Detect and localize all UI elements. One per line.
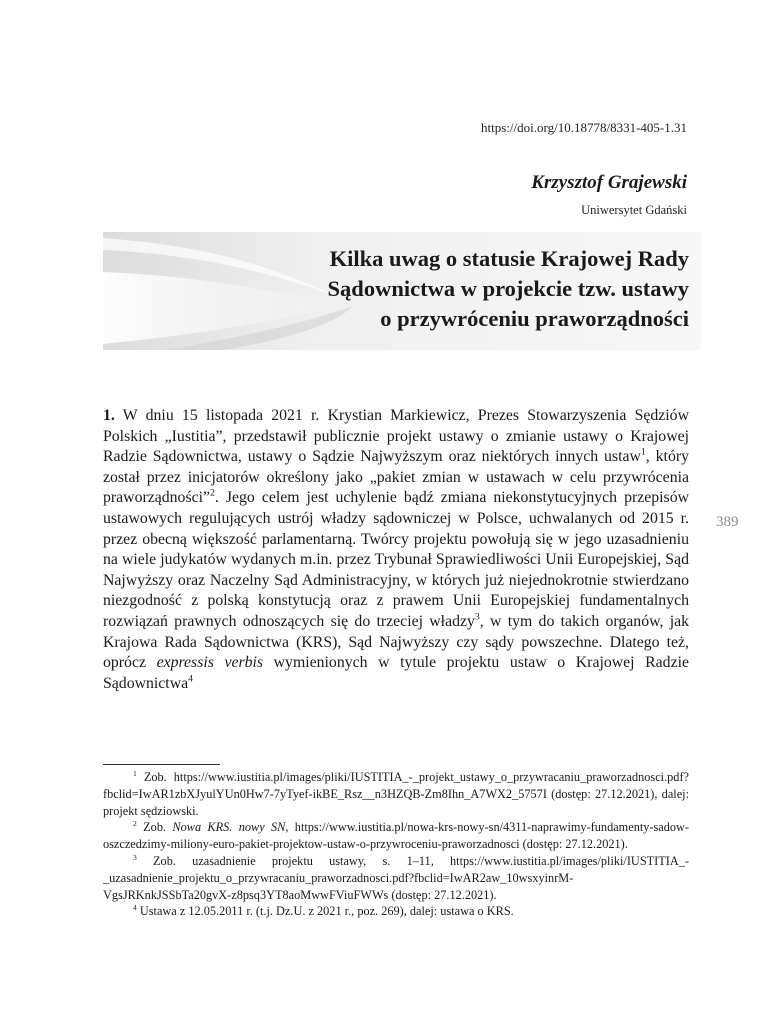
footnote <box>103 769 689 819</box>
body-paragraph <box>103 406 689 694</box>
footnotes <box>103 769 689 920</box>
footnote-italic: Nowa KRS. nowy SN <box>172 820 286 835</box>
section-number: 1. <box>103 407 115 424</box>
footnote-text: , https://www.iustitia.pl/nowa-krs-nowy-sn/4311-naprawimy-fundamenty-sadow-oszczedzimy-miliony-euro-pakiet-projektow-ustaw-o-przywroceniu-praworzadnosci (dostęp: 27.12.2021). <box>103 820 690 852</box>
footnote-ref[interactable]: 4 <box>188 673 193 685</box>
footnote <box>103 819 689 853</box>
footnote-number: 3 <box>133 852 137 862</box>
author-name: Krzysztof Grajewski <box>531 172 687 193</box>
footnote-divider <box>103 764 220 765</box>
body-text-segment: , w tym do takich organów, jak Krajowa Rada Sądownictwa (KRS), Sąd Najwyższy czy sądy powszechne. Dlatego też, oprócz <box>103 612 689 672</box>
body-text-italic: expressis verbis <box>156 654 264 672</box>
title-line: o przywróceniu praworządności <box>380 306 689 331</box>
footnote-number: 1 <box>133 768 137 778</box>
footnote-text: Zob. uzasadnienie projektu ustawy, s. 1–11, https://www.iustitia.pl/images/pliki/IUSTITIA_-_uzasadnienie_projektu_o_przywracaniu_praworzadnosci.pdf?fbclid=IwAR2aw_10wsxyinrM-VgsJRKnkJSSbTa20gvX-z8psq3YT8aoMwwFViuFWWs (dostęp: 27.12.2021). <box>103 853 689 902</box>
doi-link[interactable]: https://doi.org/10.18778/8331-405-1.31 <box>481 120 687 135</box>
footnote-text: Zob. https://www.iustitia.pl/images/pliki/IUSTITIA_-_projekt_ustawy_o_przywracaniu_praworzadnosci.pdf?fbclid=IwAR1zbXJyulYUn0Hw7-7yTyef-ikBE_Rsz__n3HZQB-Zm8Ihn_A7WX2_5757I (dostęp: 27.12.2021), dalej: projekt sędziowski. <box>103 770 689 818</box>
footnote <box>103 853 689 903</box>
body-text-segment: W dniu 15 listopada 2021 r. Krystian Markiewicz, Prezes Stowarzyszenia Sędziów Polskich „Iustitia”, przedstawił publicznie projekt ustawy o zmianie ustawy o Krajowej Radzie Sądownictwa, ustawy o Sądzie Najwyższym oraz niektórych innych ustaw <box>103 407 689 466</box>
footnote-ref[interactable]: 3 <box>474 611 480 623</box>
footnote-ref[interactable]: 1 <box>640 446 646 458</box>
footnote-text: Zob. <box>136 820 173 835</box>
author-affiliation: Uniwersytet Gdański <box>581 203 687 217</box>
article-title <box>219 244 689 334</box>
body-text-segment: wymienionych w tytule projektu ustaw o Krajowej Radzie Sądownictwa <box>103 654 689 692</box>
body-text-segment: . Jego celem jest uchylenie bądź zmiana niekonstytucyjnych przepisów ustawowych regulujących ustrój władzy sądowniczej w Polsce, uchwalanych od 2015 r. przez obecną większość parlamentarną. Twórcy projektu powołują się w jego uzasadnieniu na wiele judykatów wydanych m.in. przez Trybunał Sprawiedliwości Unii Europejskiej, Sąd Najwyższy oraz Naczelny Sąd Administracyjny, w których już niejednokrotnie stwierdzano niezgodność z polską konstytucją oraz z prawem Unii Europejskiej fundamentalnych rozwiązań prawnych odnoszących się do trzeciej władzy <box>103 489 689 630</box>
footnote-number: 4 <box>133 903 137 913</box>
footnote-text: Ustawa z 12.05.2011 r. (t.j. Dz.U. z 2021 r., poz. 269), dalej: ustawa o KRS. <box>136 904 514 919</box>
title-line: Sądownictwa w projekcie tzw. ustawy <box>327 276 689 301</box>
footnote-number: 2 <box>133 819 137 829</box>
footnote <box>103 903 689 920</box>
footnote-ref[interactable]: 2 <box>210 488 215 500</box>
title-banner <box>103 232 701 350</box>
title-line: Kilka uwag o statusie Krajowej Rady <box>329 246 689 271</box>
body-text-segment: , który został przez inicjatorów określony jako „pakiet zmian w ustawach w celu przywrócenia praworządności” <box>103 448 689 507</box>
page-number: 389 <box>716 514 739 530</box>
